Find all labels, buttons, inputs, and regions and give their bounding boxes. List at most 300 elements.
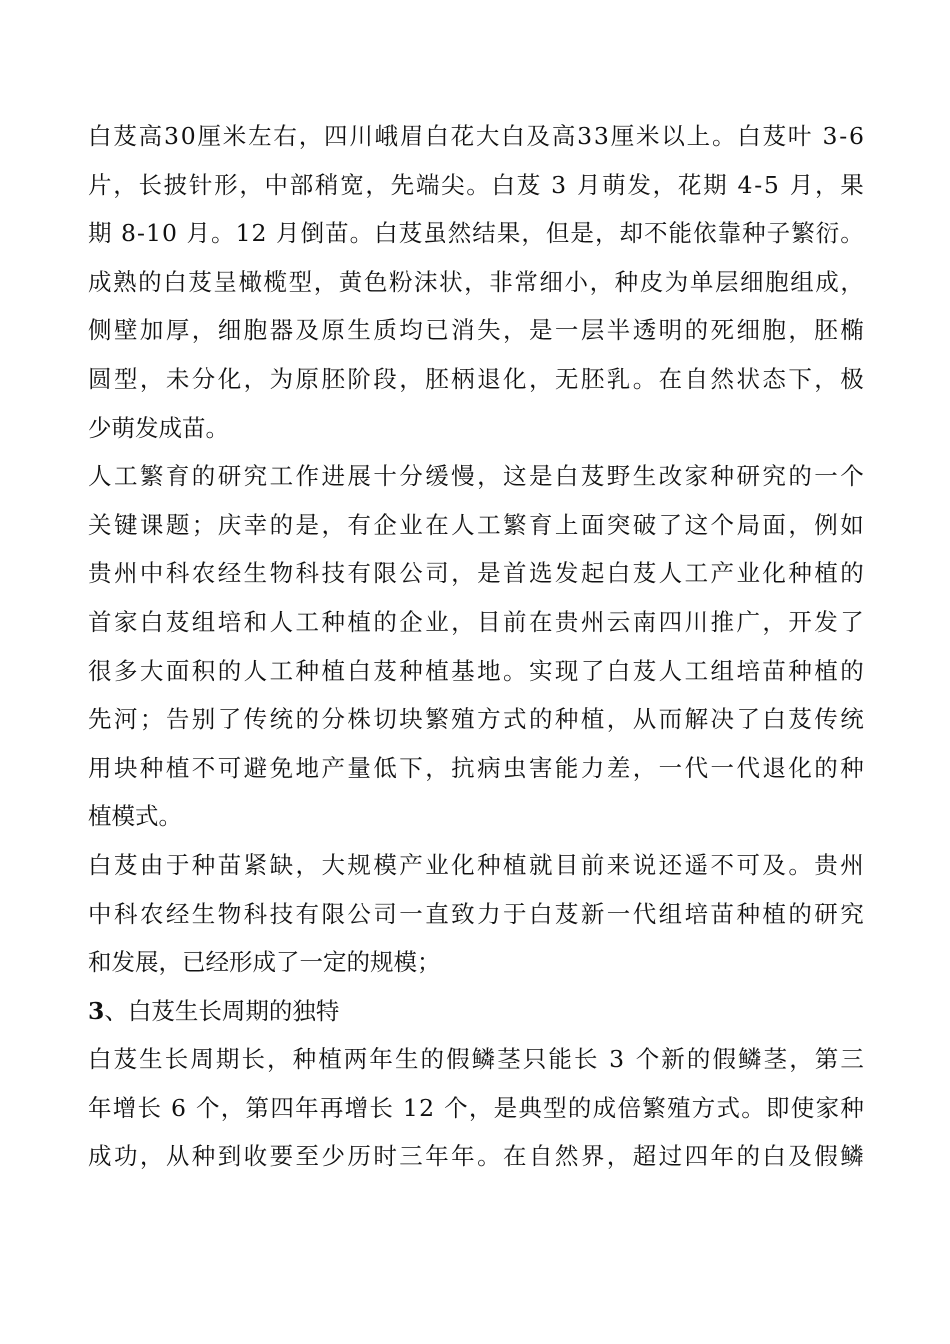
char: 长	[241, 1045, 265, 1074]
char: 退	[477, 364, 501, 393]
char: 规	[347, 850, 371, 879]
char: 代	[632, 899, 657, 928]
char: 南	[632, 607, 657, 636]
char: 厚	[165, 316, 190, 345]
char: 的	[686, 1045, 711, 1074]
char: 究	[840, 899, 864, 928]
char: 高	[551, 122, 576, 150]
char: 人	[269, 607, 294, 636]
char: 川	[684, 607, 709, 636]
char: ，	[528, 364, 553, 393]
char: 种	[139, 753, 164, 782]
char: 工	[269, 656, 294, 685]
char: 模	[373, 850, 397, 879]
char: 收	[243, 1142, 268, 1171]
char: 产	[399, 850, 423, 879]
char: 司	[425, 559, 449, 588]
char: 厘	[197, 122, 221, 150]
char: 组	[658, 899, 683, 928]
char: 形	[214, 170, 238, 199]
char: ，	[594, 219, 619, 248]
char: 苗	[762, 656, 786, 685]
char: 芨	[516, 170, 541, 199]
char: 殖	[666, 1093, 691, 1122]
char: 米	[222, 122, 247, 150]
char: 尖	[441, 170, 465, 199]
char: 河	[113, 705, 138, 734]
char: 首	[503, 559, 527, 588]
char: 植	[814, 559, 838, 588]
char: 研	[217, 462, 242, 491]
char: 型	[113, 364, 138, 393]
char: 倒	[300, 219, 325, 248]
char: 依	[693, 219, 717, 248]
char: 植	[347, 607, 371, 636]
char: 家	[113, 607, 138, 636]
char: ，	[365, 170, 389, 199]
char: 研	[814, 899, 838, 928]
char: 工	[113, 462, 138, 491]
char: 厘	[610, 122, 635, 150]
char: 选	[528, 559, 553, 588]
char: 植	[321, 656, 345, 685]
char: 过	[658, 1142, 683, 1171]
char: 死	[710, 316, 734, 345]
document-body	[88, 112, 864, 1181]
char: 白	[528, 899, 553, 928]
char: 生	[347, 316, 371, 345]
char: 鳞	[738, 1045, 762, 1074]
char: 假	[446, 1045, 470, 1074]
text-line	[88, 647, 864, 696]
char: 缓	[425, 462, 449, 491]
char: 胚	[321, 364, 345, 393]
text-line	[88, 744, 864, 793]
char: 披	[163, 170, 188, 199]
char: 及	[295, 316, 319, 345]
char: 发	[814, 607, 838, 636]
char: 化	[503, 364, 527, 393]
char: 起	[580, 559, 605, 588]
char: 前	[580, 850, 605, 879]
char: 代	[684, 753, 709, 782]
char: 小	[564, 267, 588, 296]
char: 式	[716, 1093, 740, 1122]
char: 细	[740, 267, 764, 296]
char	[113, 209, 120, 258]
char: 进	[321, 462, 345, 491]
char: 四	[270, 1093, 294, 1122]
char: 分	[321, 705, 345, 734]
char: 这	[684, 510, 709, 539]
char: 细	[539, 267, 563, 296]
char	[394, 1084, 401, 1133]
char: 峨	[374, 122, 399, 150]
char: 芨	[632, 559, 657, 588]
char: 层	[714, 267, 739, 296]
char: 致	[451, 899, 475, 928]
char: 推	[710, 607, 734, 636]
char: 统	[840, 705, 864, 734]
char: 年	[451, 1142, 475, 1171]
char: 工	[477, 510, 501, 539]
char: 面	[580, 510, 605, 539]
char: 的	[420, 1045, 445, 1074]
char: 庆	[217, 510, 242, 539]
char: 差	[606, 753, 631, 782]
char: 工	[684, 559, 709, 588]
char: 农	[191, 559, 216, 588]
char: 家	[684, 462, 709, 491]
char: 三	[840, 1045, 864, 1074]
char: 例	[814, 510, 838, 539]
char: ，	[468, 1093, 493, 1122]
char: 白	[554, 462, 579, 491]
char: 个	[444, 1093, 468, 1122]
char: 以	[661, 122, 685, 150]
char: 作	[295, 462, 319, 491]
char: ，	[321, 510, 345, 539]
char: 了	[580, 656, 605, 685]
char: 1	[235, 219, 251, 248]
char: 由	[139, 850, 164, 879]
char: 期	[703, 170, 727, 199]
char: 是	[493, 1093, 518, 1122]
char: 一	[399, 899, 423, 928]
char: 科	[295, 559, 319, 588]
char: 的	[373, 607, 397, 636]
char: 3	[593, 122, 609, 150]
char: 时	[373, 1142, 397, 1171]
char: 组	[191, 607, 216, 636]
char: ，	[399, 364, 423, 393]
char: 十	[373, 462, 397, 491]
char: 个	[840, 462, 864, 491]
char: 白	[762, 705, 786, 734]
char: 广	[736, 607, 760, 636]
char: ，	[606, 705, 631, 734]
char: 型	[543, 1093, 567, 1122]
char: ，	[606, 1142, 631, 1171]
char: 的	[191, 462, 216, 491]
char: 种	[191, 850, 216, 879]
char: 胞	[243, 316, 268, 345]
char: 上	[554, 510, 579, 539]
char: 目	[554, 850, 579, 879]
char: 四	[324, 122, 348, 150]
char: ，	[464, 267, 488, 296]
char: 成	[592, 1093, 617, 1122]
paragraph-3	[88, 841, 864, 987]
char: 司	[373, 899, 397, 928]
char: 低	[373, 753, 397, 782]
char: 从	[632, 705, 657, 734]
char: 工	[269, 462, 294, 491]
char	[626, 1035, 633, 1084]
char: 芨	[188, 267, 212, 296]
char: 还	[658, 850, 683, 879]
char: 3	[163, 122, 179, 150]
char: 组	[710, 656, 734, 685]
char: 贵	[88, 559, 112, 588]
char: 和	[243, 607, 268, 636]
char: 层	[580, 316, 605, 345]
char: 0	[180, 122, 196, 150]
char: 力	[477, 899, 501, 928]
char: 可	[217, 753, 242, 782]
char: 解	[684, 705, 709, 734]
char: 未	[165, 364, 190, 393]
char: 开	[788, 607, 812, 636]
char: 个	[635, 1045, 660, 1074]
char: 退	[762, 753, 786, 782]
char: 人	[451, 510, 475, 539]
char: ，	[425, 753, 449, 782]
char: 果	[840, 170, 864, 199]
char: 种	[191, 1142, 216, 1171]
char: 白	[347, 656, 371, 685]
char: 积	[191, 656, 216, 685]
char: 的	[684, 316, 709, 345]
char: 下	[788, 364, 812, 393]
char: 虫	[503, 753, 527, 782]
char: 工	[684, 656, 709, 685]
char: 不	[710, 850, 734, 879]
char: 粉	[388, 267, 413, 296]
char: 植	[580, 705, 605, 734]
char: 单	[689, 267, 714, 296]
char: 量	[347, 753, 371, 782]
char: 胞	[762, 316, 786, 345]
char: 种	[554, 705, 579, 734]
char: 关	[88, 510, 112, 539]
char	[178, 209, 185, 258]
text-line	[88, 1132, 864, 1181]
char: 生	[394, 1045, 419, 1074]
char: 月	[276, 219, 300, 248]
char: 自	[528, 1142, 553, 1171]
char: 用	[88, 753, 112, 782]
char: 大	[321, 850, 345, 879]
char: 只	[522, 1045, 547, 1074]
char: 人	[88, 462, 112, 491]
char: 植	[503, 850, 527, 879]
char: 第	[814, 1045, 839, 1074]
char: 圆	[88, 364, 112, 393]
text-line	[88, 161, 864, 210]
char: 前	[503, 607, 527, 636]
char: 州	[113, 559, 138, 588]
char: ，	[239, 170, 263, 199]
char: ，	[762, 607, 786, 636]
char: 种	[788, 559, 812, 588]
char: 胚	[425, 364, 449, 393]
char: 人	[658, 559, 683, 588]
char: 了	[736, 705, 760, 734]
char: 芨	[788, 705, 812, 734]
char	[781, 161, 788, 210]
char: 中	[88, 899, 112, 928]
char: -	[754, 170, 763, 199]
char: 的	[138, 267, 162, 296]
char: 键	[113, 510, 138, 539]
char: 6	[171, 1093, 186, 1122]
section-number: 3	[88, 996, 105, 1025]
char: 幸	[243, 510, 268, 539]
char: 中	[139, 559, 164, 588]
char: ，	[814, 170, 839, 199]
char: 物	[217, 899, 242, 928]
char: 椭	[840, 316, 864, 345]
char: 但	[545, 219, 570, 248]
char: 失	[477, 316, 501, 345]
char: 植	[762, 899, 786, 928]
char: 组	[790, 267, 814, 296]
char: 0	[162, 219, 177, 248]
char: 倍	[617, 1093, 641, 1122]
char: 展	[347, 462, 371, 491]
char: 苗	[710, 899, 734, 928]
char: 长	[164, 1045, 189, 1074]
text-line	[88, 792, 864, 841]
char: 3	[551, 170, 567, 199]
char: 年	[295, 1093, 319, 1122]
char: 发	[554, 559, 579, 588]
char: 技	[321, 559, 345, 588]
char: 至	[295, 1142, 319, 1171]
char: 1	[402, 1093, 418, 1122]
char: 的	[736, 1142, 760, 1171]
char: 成	[88, 267, 112, 296]
text-line	[88, 549, 864, 598]
char: ；	[191, 510, 216, 539]
char: 统	[269, 705, 294, 734]
char: 茎	[497, 1045, 521, 1074]
char: 。	[477, 1142, 501, 1171]
char: 就	[528, 850, 553, 879]
char: 慢	[451, 462, 475, 491]
char: 植	[425, 656, 449, 685]
char: ，	[451, 607, 475, 636]
char: 及	[788, 1142, 812, 1171]
char: 增	[112, 1093, 137, 1122]
char: 直	[425, 899, 449, 928]
char: 右	[273, 122, 297, 150]
char: 企	[373, 510, 397, 539]
char: 期	[88, 219, 112, 248]
char: 紧	[243, 850, 268, 879]
char: 器	[269, 316, 294, 345]
char: 阶	[347, 364, 371, 393]
char: 人	[658, 656, 683, 685]
char: 业	[425, 607, 449, 636]
char: 不	[644, 219, 668, 248]
char: 使	[790, 1093, 815, 1122]
char: 限	[373, 559, 397, 588]
char: 少	[321, 1142, 345, 1171]
char: 质	[373, 316, 397, 345]
text-line	[88, 258, 864, 307]
char: 。	[741, 1093, 765, 1122]
char: 功	[113, 1142, 138, 1171]
char: 成	[88, 1142, 112, 1171]
paragraph-4	[88, 1035, 864, 1181]
char	[268, 209, 275, 258]
char	[187, 1084, 194, 1133]
char: 科	[243, 899, 268, 928]
char: 个	[196, 1093, 220, 1122]
char: 。	[211, 219, 235, 248]
char: 鳞	[471, 1045, 496, 1074]
char: 芨	[580, 462, 605, 491]
char: 3	[822, 122, 838, 150]
char: 种	[840, 753, 864, 782]
char: 细	[217, 316, 242, 345]
text-line	[88, 1035, 864, 1084]
char: 的	[788, 462, 812, 491]
char: 段	[373, 364, 397, 393]
char: 种	[295, 656, 319, 685]
char: 育	[165, 462, 190, 491]
char: 在	[425, 510, 449, 539]
char: 繁	[139, 462, 164, 491]
char: 物	[269, 559, 294, 588]
char: 月	[789, 170, 814, 199]
char: 高	[138, 122, 163, 150]
char: 了	[658, 510, 683, 539]
char: 改	[658, 462, 683, 491]
char: 贵	[554, 607, 579, 636]
char: 沫	[414, 267, 438, 296]
char: 白	[491, 170, 515, 199]
char: 米	[636, 122, 660, 150]
char: 四	[658, 607, 683, 636]
text-line	[88, 890, 864, 939]
char: 而	[658, 705, 683, 734]
char: 生	[243, 559, 268, 588]
char: ，	[220, 1093, 245, 1122]
char: 黄	[338, 267, 363, 296]
char: 切	[373, 705, 397, 734]
char: 橄	[238, 267, 262, 296]
char: 要	[269, 1142, 294, 1171]
char: 白	[88, 850, 112, 879]
char: 人	[243, 656, 268, 685]
char: 别	[191, 705, 216, 734]
char: 是	[477, 559, 501, 588]
char: 胚	[814, 316, 838, 345]
char: 遥	[684, 850, 709, 879]
char: 新	[580, 899, 605, 928]
char: 乳	[606, 364, 631, 393]
char: 针	[188, 170, 213, 199]
char: 化	[217, 364, 242, 393]
char: 传	[243, 705, 268, 734]
char: 花	[677, 170, 702, 199]
char: 面	[762, 510, 786, 539]
char: 长	[573, 1045, 598, 1074]
char: 半	[606, 316, 631, 345]
char: 年	[369, 1045, 393, 1074]
char: 免	[269, 753, 294, 782]
char: 课	[139, 510, 164, 539]
char: 芨	[762, 122, 787, 150]
char: 2	[419, 1093, 435, 1122]
char: 式	[503, 705, 527, 734]
char: 年	[710, 1142, 734, 1171]
char: 芨	[398, 219, 423, 248]
char: 白	[501, 122, 525, 150]
